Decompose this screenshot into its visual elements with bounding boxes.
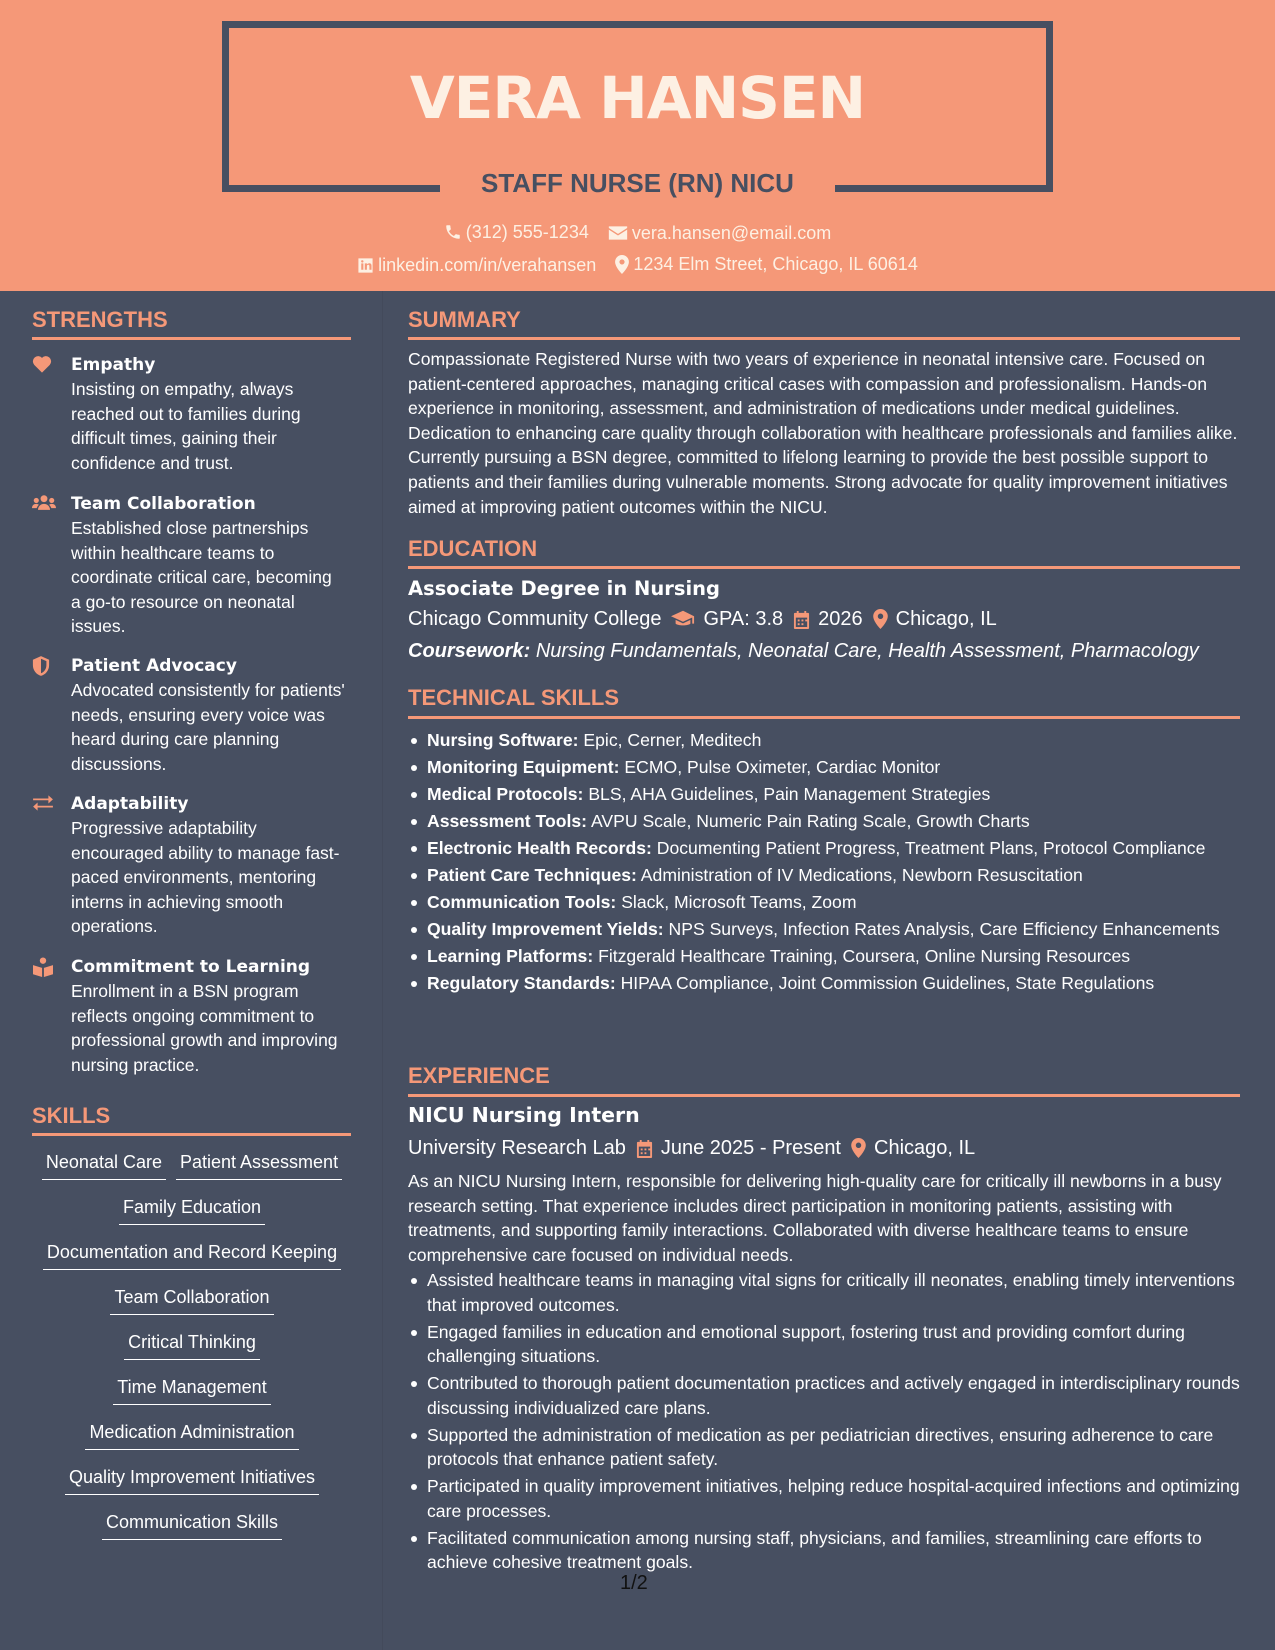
phone-contact[interactable]	[444, 220, 589, 244]
list-item: Facilitated communication among nursing staff, physicians, and families, streamlining care efforts to achieve cohesive treatment goals.	[408, 1526, 1240, 1575]
list-item: Assisted healthcare teams in managing vital signs for critically ill neonates, enabling timely interventions that improved outcomes.	[408, 1268, 1240, 1317]
list-item	[408, 890, 1240, 915]
resume-header	[0, 0, 1275, 291]
education-location: Chicago, IL	[895, 608, 997, 630]
list-item: Supported the administration of medication as per pediatrician directives, ensuring adherence to care protocols that enhance patient safety.	[408, 1423, 1240, 1472]
skill-values: BLS, AHA Guidelines, Pain Management Strategies	[588, 783, 991, 804]
phone-text: (312) 555-1234	[465, 222, 589, 242]
summary-heading: SUMMARY	[408, 307, 521, 332]
experience-description: As an NICU Nursing Intern, responsible for delivering high-quality care for critically ill newborns in a busy research setting. That experience includes direct participation in monitoring patients, assisting with treatments, and supporting family interactions. Collaborated with diverse healthcare teams to ensure comprehensive care focused on individual needs.	[408, 1171, 1222, 1265]
calendar-icon	[793, 610, 810, 629]
role-title: NICU Nursing Intern	[408, 1103, 640, 1127]
users-icon	[32, 494, 54, 514]
skill-values: Administration of IV Medications, Newborn Resuscitation	[640, 864, 1083, 885]
contact-row-secondary	[0, 252, 1275, 280]
skill-values: Slack, Microsoft Teams, Zoom	[621, 891, 857, 912]
technical-skills-heading: TECHNICAL SKILLS	[408, 685, 620, 710]
location-pin-icon	[615, 255, 629, 274]
strength-title: Patient Advocacy	[71, 656, 237, 676]
strength-title: Empathy	[71, 355, 156, 375]
skill-category: Electronic Health Records:	[427, 837, 652, 858]
strength-description: Advocated consistently for patients' needs, ensuring every voice was heard during care planning discussions.	[71, 680, 345, 774]
skill-values: Epic, Cerner, Meditech	[583, 730, 762, 750]
skill-tag-row	[32, 1330, 352, 1375]
employment-dates: June 2025 - Present	[660, 1137, 841, 1159]
skill-category: Medical Protocols:	[427, 783, 584, 804]
education-heading: EDUCATION	[408, 536, 538, 561]
skill-tags	[32, 1150, 352, 1555]
strength-title: Commitment to Learning	[71, 957, 311, 977]
education-meta	[408, 606, 997, 632]
location-pin-icon	[851, 1138, 866, 1158]
experience-location: Chicago, IL	[874, 1137, 976, 1159]
exchange-icon	[32, 794, 54, 814]
degree-title: Associate Degree in Nursing	[408, 577, 720, 600]
list-item	[408, 944, 1240, 969]
skill-tag: Communication Skills	[102, 1510, 282, 1540]
skill-tag-row	[32, 1150, 352, 1195]
list-item	[408, 971, 1240, 996]
experience-meta	[408, 1135, 975, 1161]
skill-tag: Family Education	[119, 1195, 265, 1225]
address-contact	[615, 252, 918, 276]
skill-tag: Team Collaboration	[110, 1285, 273, 1315]
column-divider	[382, 291, 383, 1650]
organization-name: University Research Lab	[408, 1137, 626, 1159]
summary-rule	[408, 337, 1240, 340]
reader-icon	[32, 957, 54, 977]
summary-text: Compassionate Registered Nurse with two years of experience in neonatal intensive care. Focused on patient-centered approaches, managing critical cases with compassion and professionalism. Hands-on experience in monitoring, assessment, and administration of medications under medical guidelines. Dedication to enhancing care quality through collaboration with healthcare professionals and families alike. Currently pursuing a BSN degree, committed to lifelong learning to provide the best possible support to patients and their families during vulnerable moments. Strong advocate for quality improvement initiatives aimed at improving patient outcomes within the NICU.	[408, 349, 1238, 517]
skill-tag: Quality Improvement Initiatives	[65, 1465, 319, 1495]
skill-tag: Medication Administration	[85, 1420, 298, 1450]
skill-tag: Patient Assessment	[176, 1150, 342, 1180]
skill-category: Nursing Software:	[427, 730, 579, 750]
education-rule	[408, 566, 1240, 569]
frame-bottom-right	[835, 185, 1053, 192]
page-indicator: 1/2	[620, 1572, 648, 1594]
strength-title: Team Collaboration	[71, 494, 256, 514]
email-contact[interactable]	[608, 221, 831, 245]
coursework-list: Nursing Fundamentals, Neonatal Care, Health Assessment, Pharmacology	[535, 640, 1199, 662]
experience-heading: EXPERIENCE	[408, 1063, 550, 1088]
coursework-line	[408, 638, 1199, 664]
linkedin-text: linkedin.com/in/verahansen	[378, 255, 597, 275]
skill-tag: Neonatal Care	[42, 1150, 166, 1180]
skill-category: Quality Improvement Yields:	[427, 918, 664, 939]
skill-values: Documenting Patient Progress, Treatment Plans, Protocol Compliance	[656, 837, 1206, 858]
shield-icon	[32, 656, 54, 676]
strength-description: Established close partnerships within healthcare teams to coordinate critical care, becoming a go-to resource on neonatal issues.	[71, 518, 332, 637]
skill-category: Assessment Tools:	[427, 810, 588, 831]
linkedin-icon	[357, 257, 374, 274]
list-item	[408, 755, 1240, 780]
skill-category: Patient Care Techniques:	[427, 864, 637, 885]
strength-description: Progressive adaptability encouraged ability to manage fast-paced environments, mentoring interns in achieving smooth operations.	[71, 818, 340, 937]
strength-title: Adaptability	[71, 794, 189, 814]
skill-tag-row	[32, 1510, 352, 1555]
skill-tag-row	[32, 1420, 352, 1465]
skill-category: Regulatory Standards:	[427, 972, 616, 993]
strength-description: Enrollment in a BSN program reflects ongoing commitment to professional growth and improving nursing practice.	[71, 981, 338, 1075]
skills-heading: SKILLS	[32, 1103, 111, 1128]
skill-tag-row	[32, 1465, 352, 1510]
frame-bottom-left	[222, 185, 440, 192]
address-text: 1234 Elm Street, Chicago, IL 60614	[633, 254, 918, 274]
graduation-year: 2026	[818, 608, 863, 630]
skill-tag-row	[32, 1375, 352, 1420]
skill-values: Fitzgerald Healthcare Training, Coursera, Online Nursing Resources	[598, 945, 1131, 966]
phone-icon	[444, 223, 462, 241]
skill-tag-row	[32, 1285, 352, 1330]
gpa-text: GPA: 3.8	[703, 608, 784, 630]
skill-tag-row	[32, 1195, 352, 1240]
job-title: STAFF NURSE (RN) NICU	[481, 168, 794, 198]
envelope-icon	[608, 225, 628, 241]
list-item	[408, 809, 1240, 834]
list-item: Participated in quality improvement initiatives, helping reduce hospital-acquired infections and optimizing care processes.	[408, 1474, 1240, 1523]
contact-row-primary	[0, 220, 1275, 247]
linkedin-contact[interactable]	[357, 253, 596, 277]
skill-category: Learning Platforms:	[427, 945, 594, 966]
strength-description: Insisting on empathy, always reached out to families during difficult times, gaining their confidence and trust.	[71, 379, 301, 473]
skill-tag-row	[32, 1240, 352, 1285]
skill-tag: Documentation and Record Keeping	[43, 1240, 341, 1270]
experience-bullets	[408, 1268, 1240, 1577]
list-item: Contributed to thorough patient documentation practices and actively engaged in interdisciplinary rounds discussing individualized care plans.	[408, 1371, 1240, 1420]
skill-tag: Time Management	[113, 1375, 270, 1405]
list-item: Engaged families in education and emotional support, fostering trust and providing comfort during challenging situations.	[408, 1320, 1240, 1369]
strengths-rule	[32, 337, 351, 340]
skill-tag: Critical Thinking	[124, 1330, 260, 1360]
skills-rule	[32, 1133, 351, 1136]
list-item	[408, 728, 1240, 753]
school-name: Chicago Community College	[408, 608, 662, 630]
skill-category: Monitoring Equipment:	[427, 756, 620, 777]
skill-values: HIPAA Compliance, Joint Commission Guidelines, State Regulations	[620, 972, 1155, 993]
candidate-name: VERA HANSEN	[409, 64, 866, 132]
skill-values: AVPU Scale, Numeric Pain Rating Scale, Growth Charts	[590, 810, 1030, 831]
skill-values: NPS Surveys, Infection Rates Analysis, Care Efficiency Enhancements	[668, 918, 1220, 939]
strengths-heading: STRENGTHS	[32, 307, 168, 332]
heart-icon	[32, 355, 54, 375]
skill-category: Communication Tools:	[427, 891, 617, 912]
email-text: vera.hansen@email.com	[631, 223, 832, 243]
graduation-cap-icon	[671, 610, 695, 628]
calendar-icon	[636, 1139, 653, 1158]
skill-values: ECMO, Pulse Oximeter, Cardiac Monitor	[624, 756, 941, 777]
list-item	[408, 782, 1240, 807]
list-item	[408, 836, 1240, 861]
list-item	[408, 863, 1240, 888]
coursework-label: Coursework:	[408, 640, 531, 662]
list-item	[408, 917, 1240, 942]
technical-skills-rule	[408, 716, 1240, 719]
experience-rule	[408, 1094, 1240, 1097]
location-pin-icon	[873, 609, 888, 629]
technical-skills-list	[408, 728, 1240, 998]
